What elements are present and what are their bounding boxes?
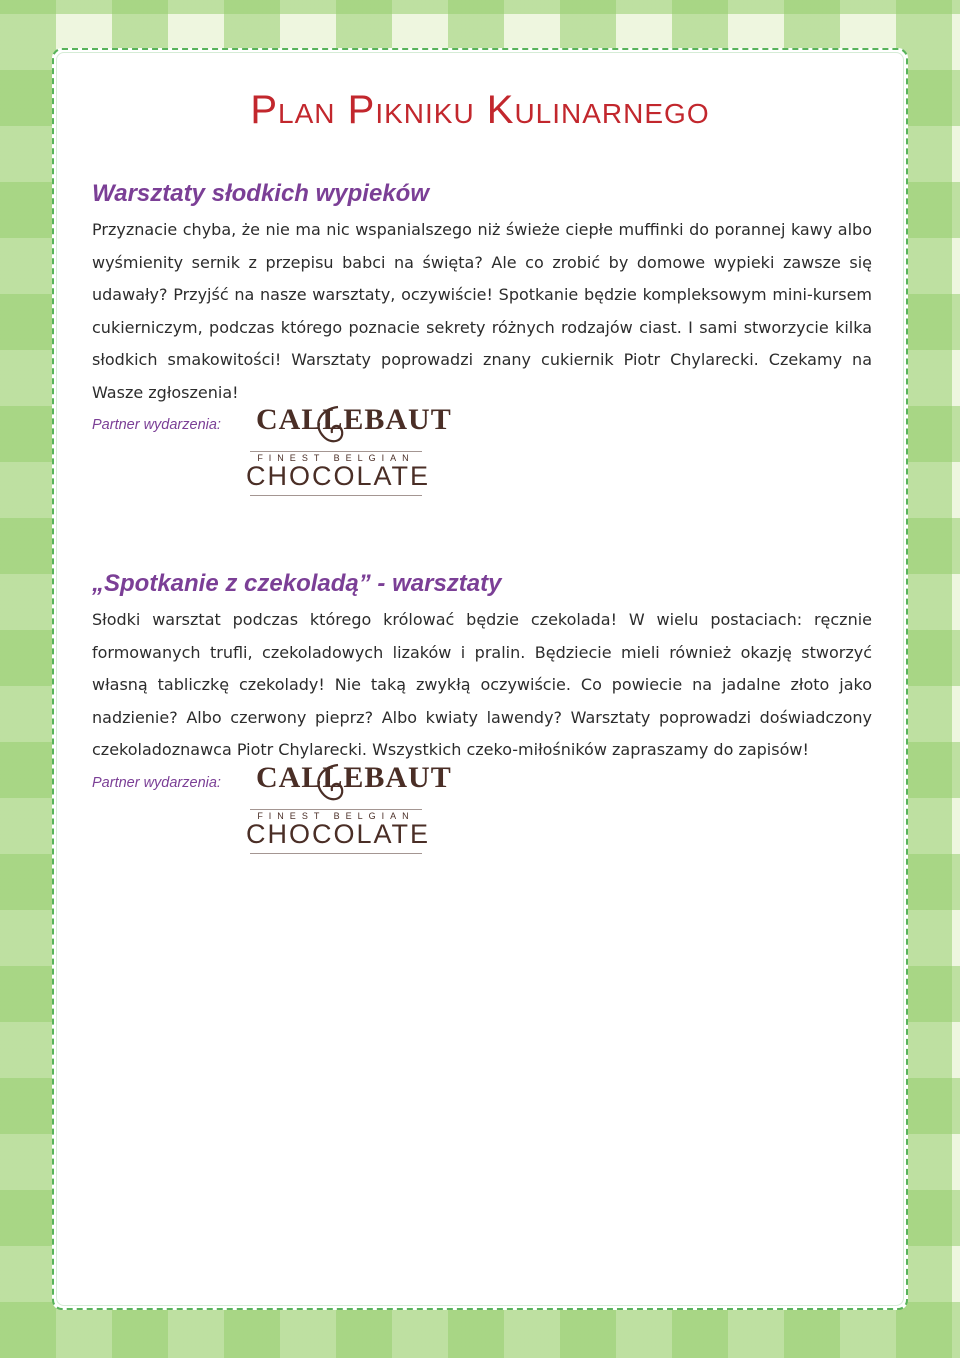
logo-tagline: FINEST BELGIAN (257, 453, 415, 463)
partner-row (92, 760, 872, 869)
logo-rule (250, 495, 422, 496)
logo-product: CHOCOLATE (246, 818, 431, 849)
callebaut-logo (246, 401, 452, 497)
logo-tagline: FINEST BELGIAN (257, 810, 415, 821)
partner-label: Partner wydarzenia: (92, 774, 221, 791)
page-title: Plan Pikniku Kulinarnego (250, 88, 710, 132)
partner-row (92, 403, 872, 511)
section-body: Przyznacie chyba, że nie ma nic wspanialszego niż świeże ciepłe muffinki do porannej kawy albo wyśmienity sernik z przepisu babci na święta? Ale co zrobić by domowe wypieki zawsze się udawały? Przyjść na nasze warsztaty, oczywiście! Spotkanie będzie kompleksowym mini-kursem cukierniczym, podczas którego poznacie sekrety różnych rodzajów ciast. I sami stworzycie kilka słodkich smakowitości! Warsztaty poprowadzi znany cukiernik Piotr Chylarecki. Czekamy na Wasze zgłoszenia! (92, 220, 872, 402)
logo-brand: CALLEBAUT (256, 403, 452, 436)
partner-label: Partner wydarzenia: (92, 417, 221, 433)
logo-rule (250, 809, 422, 810)
logo-product: CHOCOLATE (246, 461, 431, 491)
workshop-section-chocolate (92, 570, 872, 869)
workshop-section-baking (92, 180, 872, 511)
logo-rule (250, 853, 422, 854)
section-body: Słodki warsztat podczas którego królować będzie czekolada! W wielu postaciach: ręcznie formowanych trufli, czekoladowych lizaków i pralin. Będziecie mieli również okazję stworzyć własną tabliczkę czekolady! Nie taką zwykłą oczywiście. Co powiecie na jadalne złoto jako nadzienie? Albo czerwony pieprz? Albo kwiaty lawendy? Warsztaty poprowadzi doświadczony czekoladoznawca Piotr Chylarecki. Wszystkich czeko-miłośników zapraszamy do zapisów! (92, 610, 872, 759)
logo-brand: CALLEBAUT (256, 760, 452, 794)
section-heading: Warsztaty słodkich wypieków (92, 180, 429, 207)
logo-rule (250, 451, 422, 452)
callebaut-logo (246, 759, 452, 855)
menu-page (52, 48, 908, 1310)
section-heading: „Spotkanie z czekoladą” - warsztaty (92, 570, 502, 597)
